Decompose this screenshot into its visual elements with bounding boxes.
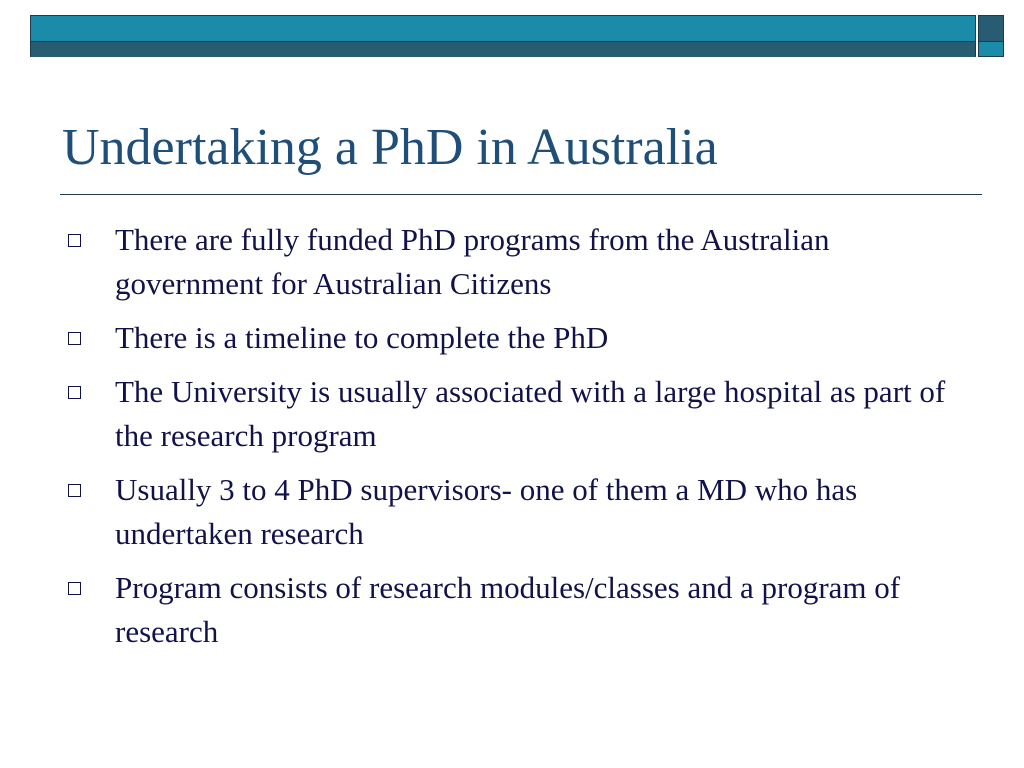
header-banner-stripe [31, 41, 975, 57]
hollow-square-bullet-icon [68, 484, 81, 497]
bullet-text: There is a timeline to complete the PhD [115, 320, 609, 355]
bullet-text: Usually 3 to 4 PhD supervisors- one of them a MD who has undertaken research [115, 472, 858, 551]
bullet-list [60, 218, 960, 664]
header-banner [30, 15, 976, 57]
bullet-item [60, 370, 960, 458]
bullet-item [60, 316, 960, 360]
bullet-item [60, 468, 960, 556]
title-divider [60, 194, 982, 195]
bullet-text: Program consists of research modules/classes and a program of research [115, 570, 901, 649]
bullet-item [60, 566, 960, 654]
hollow-square-bullet-icon [68, 332, 81, 345]
bullet-item [60, 218, 960, 306]
bullet-text: There are fully funded PhD programs from the Australian government for Australian Citizens [115, 222, 830, 301]
slide-title: Undertaking a PhD in Australia [62, 119, 718, 176]
hollow-square-bullet-icon [68, 582, 81, 595]
header-banner-corner-stripe [979, 16, 1003, 42]
bullet-text: The University is usually associated with a large hospital as part of the research program [115, 374, 946, 453]
hollow-square-bullet-icon [68, 234, 81, 247]
header-banner-corner [978, 15, 1004, 57]
hollow-square-bullet-icon [68, 386, 81, 399]
